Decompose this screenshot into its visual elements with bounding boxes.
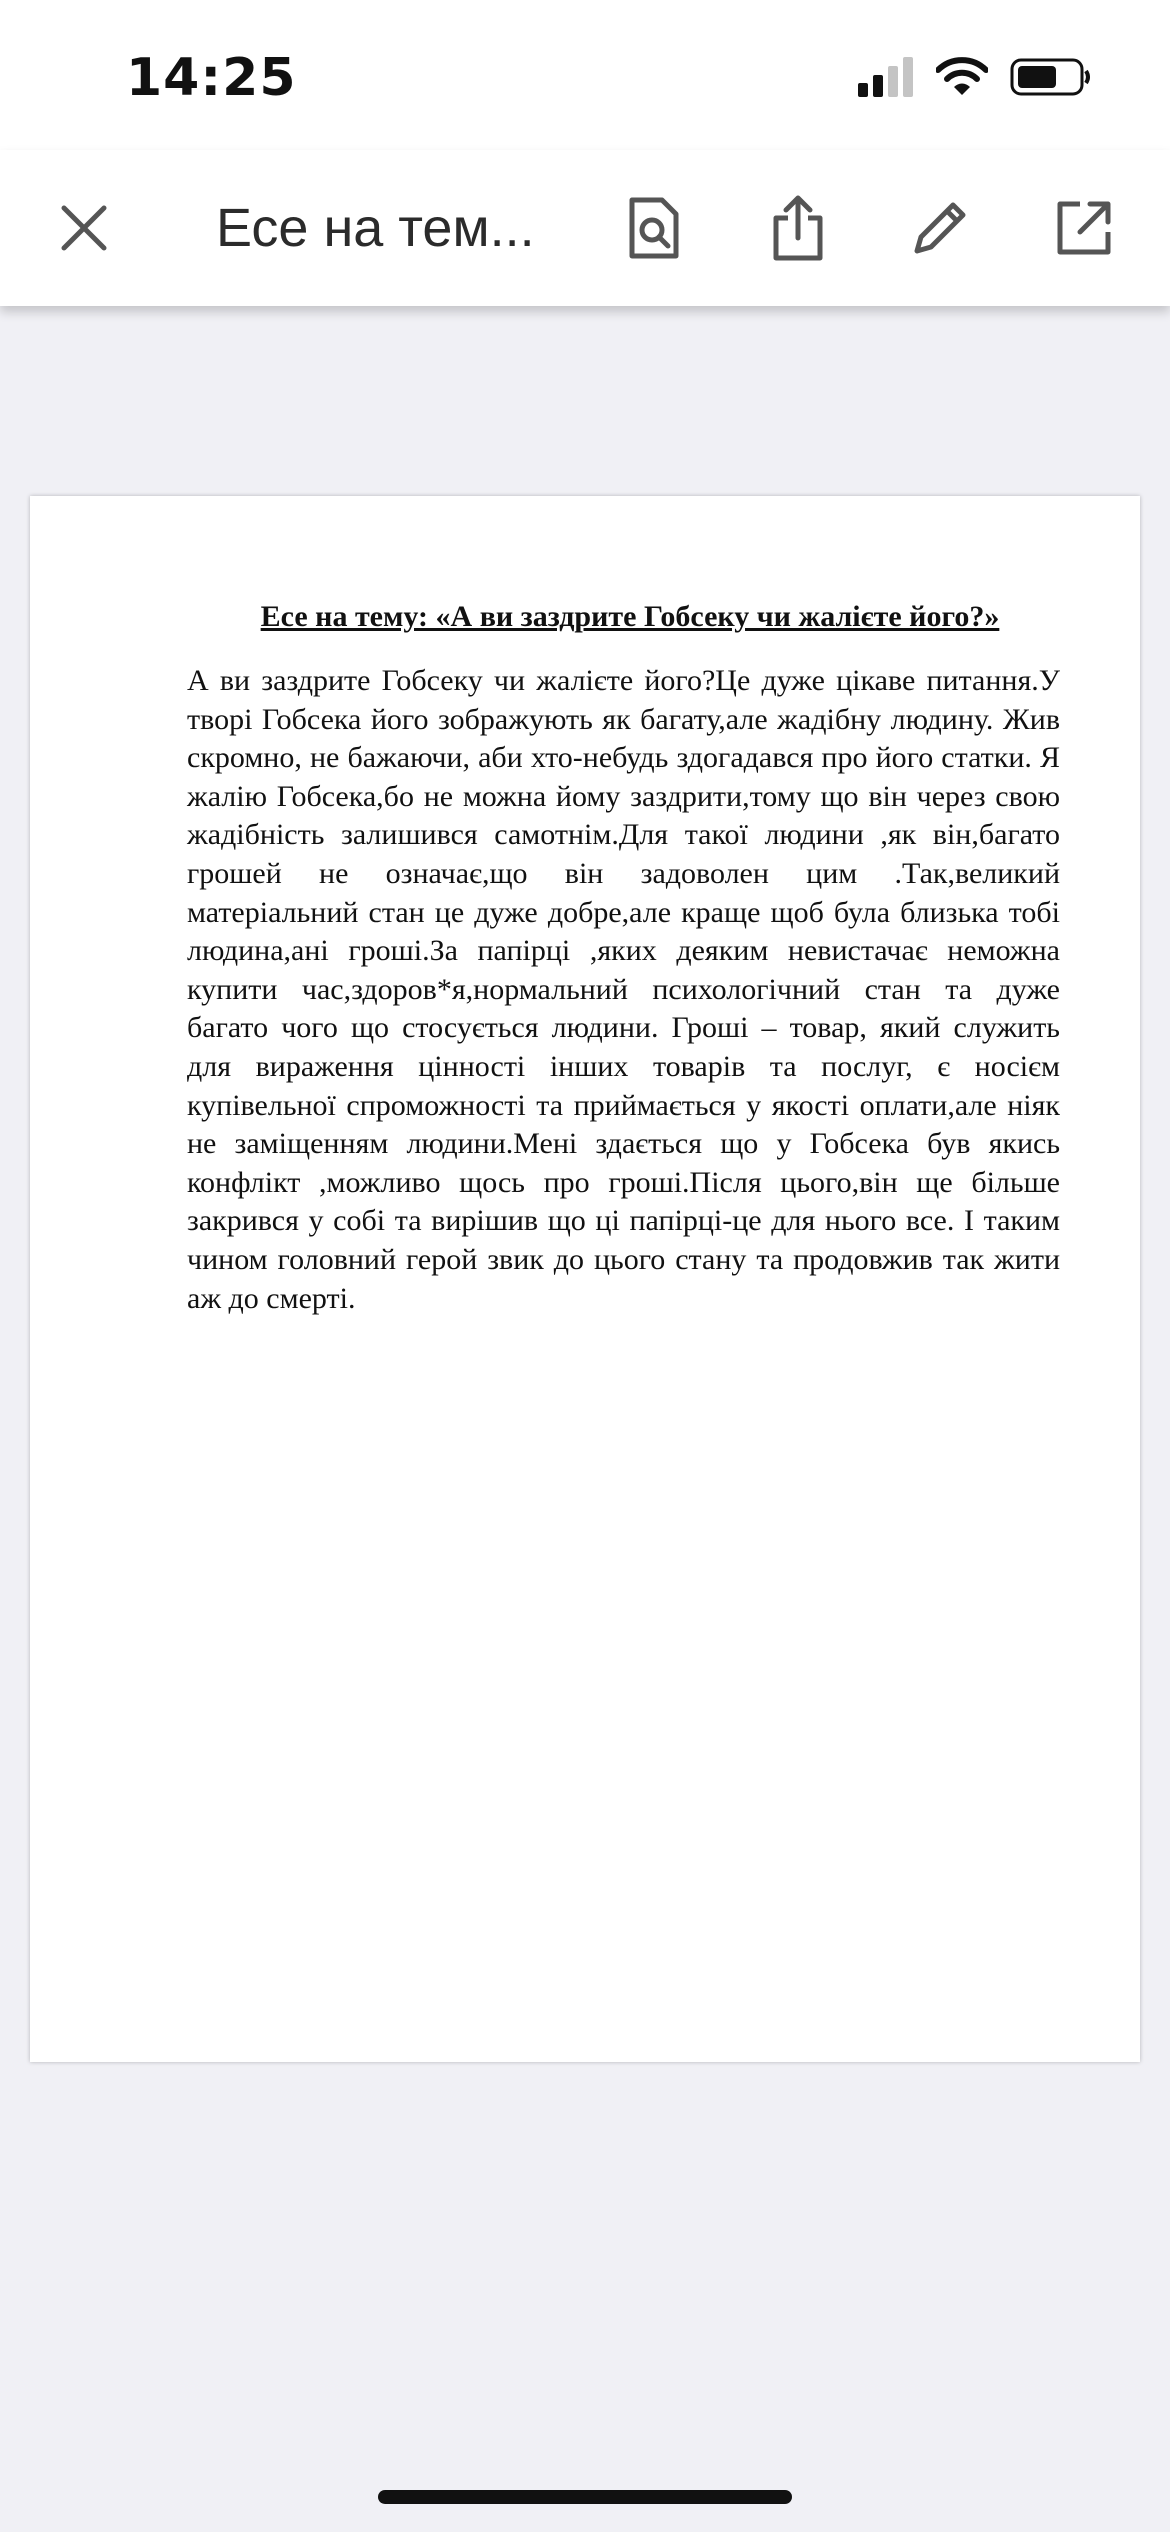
document-search-icon [626, 196, 682, 260]
open-external-icon [1054, 198, 1114, 258]
top-toolbar [0, 150, 1170, 306]
edit-button[interactable] [902, 190, 978, 266]
status-bar [0, 0, 1170, 150]
wifi-icon [936, 57, 988, 97]
document-title: Есе на тем... [216, 198, 535, 258]
close-icon [58, 202, 110, 254]
share-button[interactable] [760, 190, 836, 266]
document-heading: Есе на тему: «А ви заздрите Гобсеку чи жалієте його?» [260, 600, 1000, 633]
cellular-signal-icon [858, 57, 914, 97]
edit-pencil-icon [909, 197, 971, 259]
open-in-app-button[interactable] [1046, 190, 1122, 266]
home-indicator[interactable] [378, 2490, 792, 2504]
document-body-text: А ви заздрите Гобсеку чи жалієте його?Це дуже цікаве питання.У творі Гобсека його зображують як багату,але жадібну людину. Жив скромно, не бажаючи, аби хто-небудь здогадався про його статки. Я жалію Гобсека,бо не можна йому заздрити,тому що він через свою жадібність залишився самотнім.Для такої людини ,як він,багато грошей не означає,що він задоволен цим .Так,великий матеріальний стан це дуже добре,але краще щоб була близька тобі людина,ані гроші.За папірці ,яких деяким невистачає неможна купити час,здоров*я,нормальний психологічний стан та дуже багато чого що стосується людини. Гроші – товар, який служить для вираження цінності інших товарів та послуг, є носієм купівельної спроможності та приймається у якості оплати,але ніяк не заміщенням людини.Мені здається що у Гобсека був якись конфлікт ,можливо щось про гроші.Після цього,він ще більше закрився у собі та вирішив що ці папірці-це для нього все. І таким чином головний герой звик до цього стану та продовжив так жити аж до смерті. [187, 664, 1060, 1315]
battery-icon [1010, 57, 1092, 97]
status-icons [858, 52, 1092, 102]
document-page[interactable] [30, 496, 1140, 2062]
close-button[interactable] [46, 190, 122, 266]
find-in-document-button[interactable] [616, 190, 692, 266]
status-time: 14:25 [126, 48, 297, 108]
share-icon [770, 194, 826, 262]
